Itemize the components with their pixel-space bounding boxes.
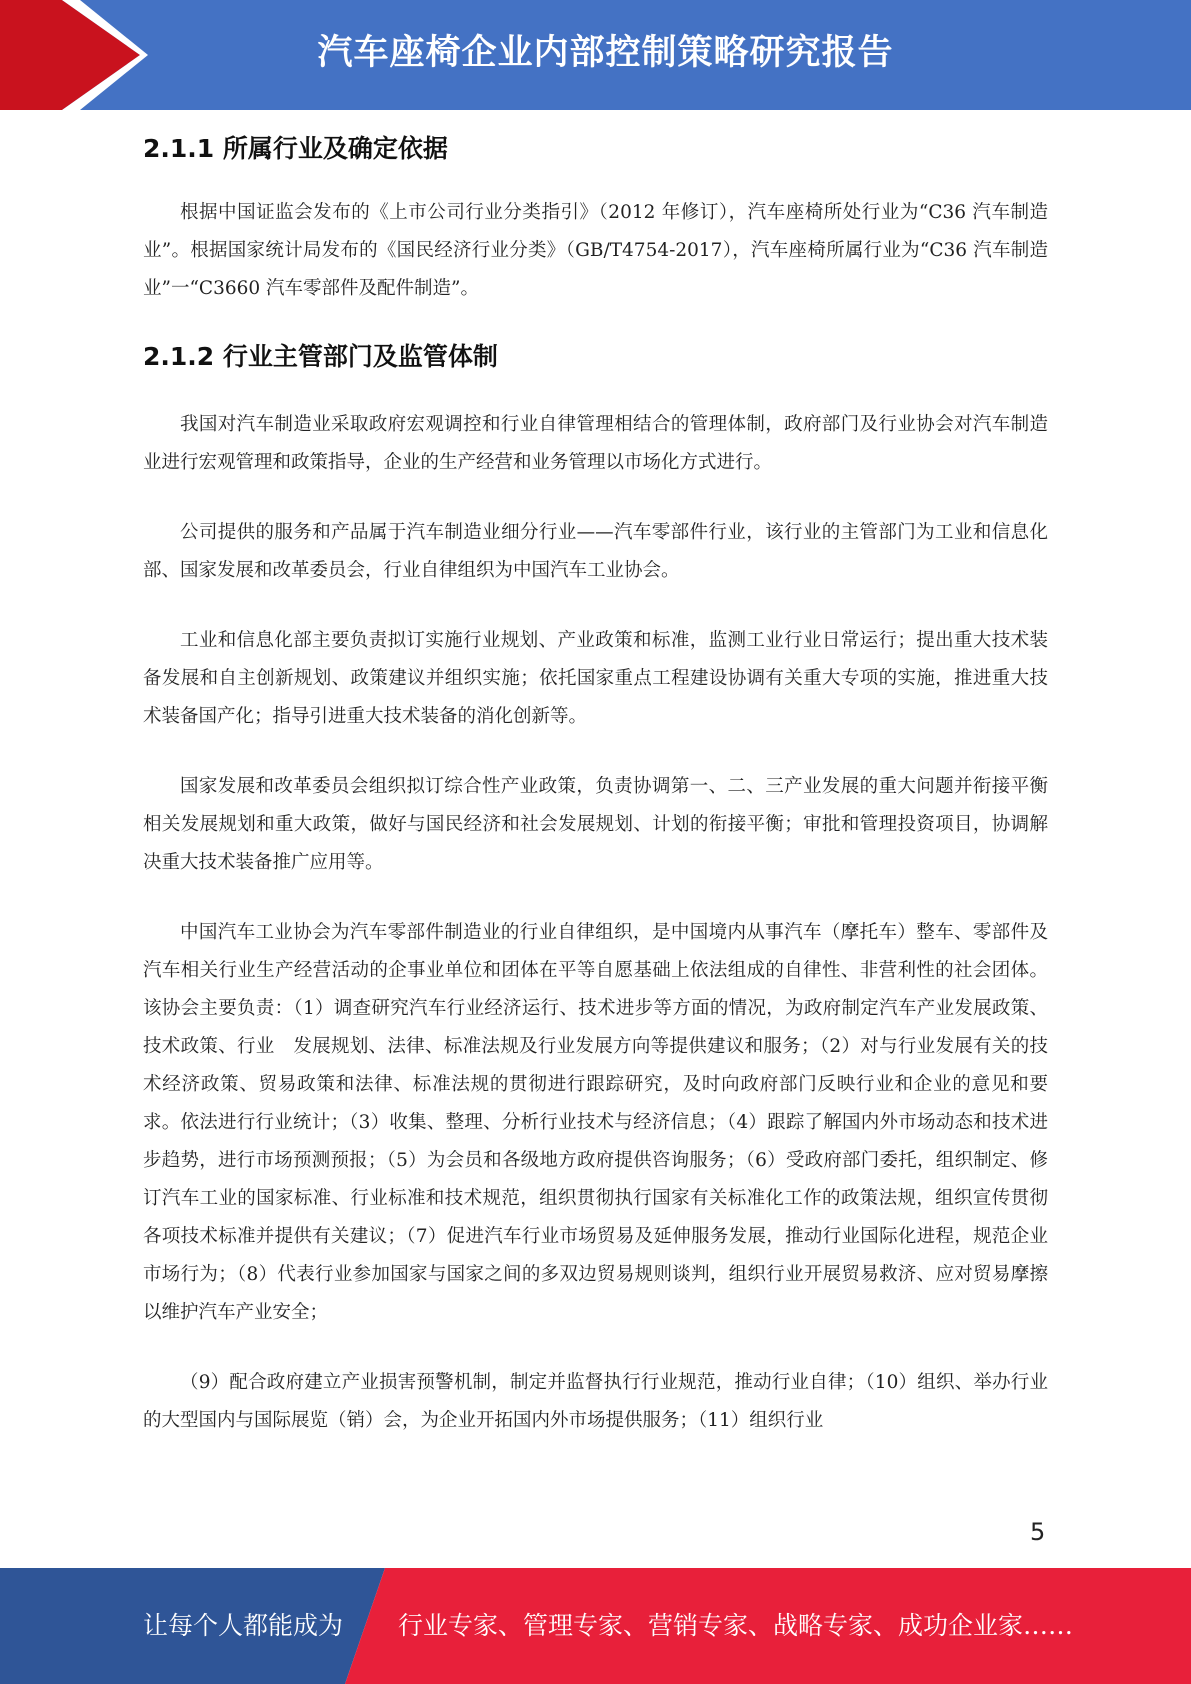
paragraph: （9）配合政府建立产业损害预警机制，制定并监督执行行业规范，推动行业自律；（10）组织、举办行业的大型国内与国际展览（销）会，为企业开拓国内外市场提供服务；（11）组织行业 [143,1372,1048,1431]
footer-slogan-left: 让每个人都能成为 [143,1611,344,1640]
page-number: 5 [1030,1518,1046,1546]
footer-slogan-right: 行业专家、管理专家、营销专家、战略专家、成功企业家…… [398,1611,1074,1640]
paragraph: 国家发展和改革委员会组织拟订综合性产业政策，负责协调第一、二、三产业发展的重大问题并衔接平衡相关发展规划和重大政策，做好与国民经济和社会发展规划、计划的衔接平衡；审批和管理投资项目，协调解决重大技术装备推广应用等。 [143,776,1048,873]
paragraph: 工业和信息化部主要负责拟订实施行业规划、产业政策和标准，监测工业行业日常运行；提出重大技术装备发展和自主创新规划、政策建议并组织实施；依托国家重点工程建设协调有关重大专项的实施，推进重大技术装备国产化；指导引进重大技术装备的消化创新等。 [143,630,1048,727]
page-content [143,126,1048,1440]
page-footer [0,1568,1191,1684]
paragraph: 我国对汽车制造业采取政府宏观调控和行业自律管理相结合的管理体制，政府部门及行业协会对汽车制造业进行宏观管理和政策指导，企业的生产经营和业务管理以市场化方式进行。 [143,414,1048,473]
report-title: 汽车座椅企业内部控制策略研究报告 [317,33,894,73]
paragraph: 公司提供的服务和产品属于汽车制造业细分行业——汽车零部件行业，该行业的主管部门为工业和信息化部、国家发展和改革委员会，行业自律组织为中国汽车工业协会。 [143,522,1048,581]
page-header [0,0,1191,110]
section-heading-2-1-2: 2.1.2 行业主管部门及监管体制 [143,342,498,371]
paragraph: 中国汽车工业协会为汽车零部件制造业的行业自律组织，是中国境内从事汽车（摩托车）整车、零部件及汽车相关行业生产经营活动的企事业单位和团体在平等自愿基础上依法组成的自律性、非营利性的社会团体。该协会主要负责：（1）调查研究汽车行业经济运行、技术进步等方面的情况，为政府制定汽车产业发展政策、技术政策、行业 发展规划、法律、标准法规及行业发展方向等提供建议和服务；（2）对与行业发展有关的技术经济政策、贸易政策和法律、标准法规的贯彻进行跟踪研究，及时向政府部门反映行业和企业的意见和要求。依法进行行业统计；（3）收集、整理、分析行业技术与经济信息；（4）跟踪了解国内外市场动态和技术进步趋势，进行市场预测预报；（5）为会员和各级地方政府提供咨询服务；（6）受政府部门委托，组织制定、修订汽车工业的国家标准、行业标准和技术规范，组织贯彻执行国家有关标准化工作的政策法规，组织宣传贯彻各项技术标准并提供有关建议；（7）促进汽车行业市场贸易及延伸服务发展，推动行业国际化进程，规范企业市场行为；（8）代表行业参加国家与国家之间的多双边贸易规则谈判，组织行业开展贸易救济、应对贸易摩擦以维护汽车产业安全； [143,922,1048,1323]
paragraph: 根据中国证监会发布的《上市公司行业分类指引》（2012 年修订），汽车座椅所处行业为“C36 汽车制造业”。根据国家统计局发布的《国民经济行业分类》（GB/T4754-2017），汽车座椅所属行业为“C36 汽车制造业”一“C3660 汽车零部件及配件制造”。 [143,202,1048,299]
section-heading-2-1-1: 2.1.1 所属行业及确定依据 [143,134,448,163]
